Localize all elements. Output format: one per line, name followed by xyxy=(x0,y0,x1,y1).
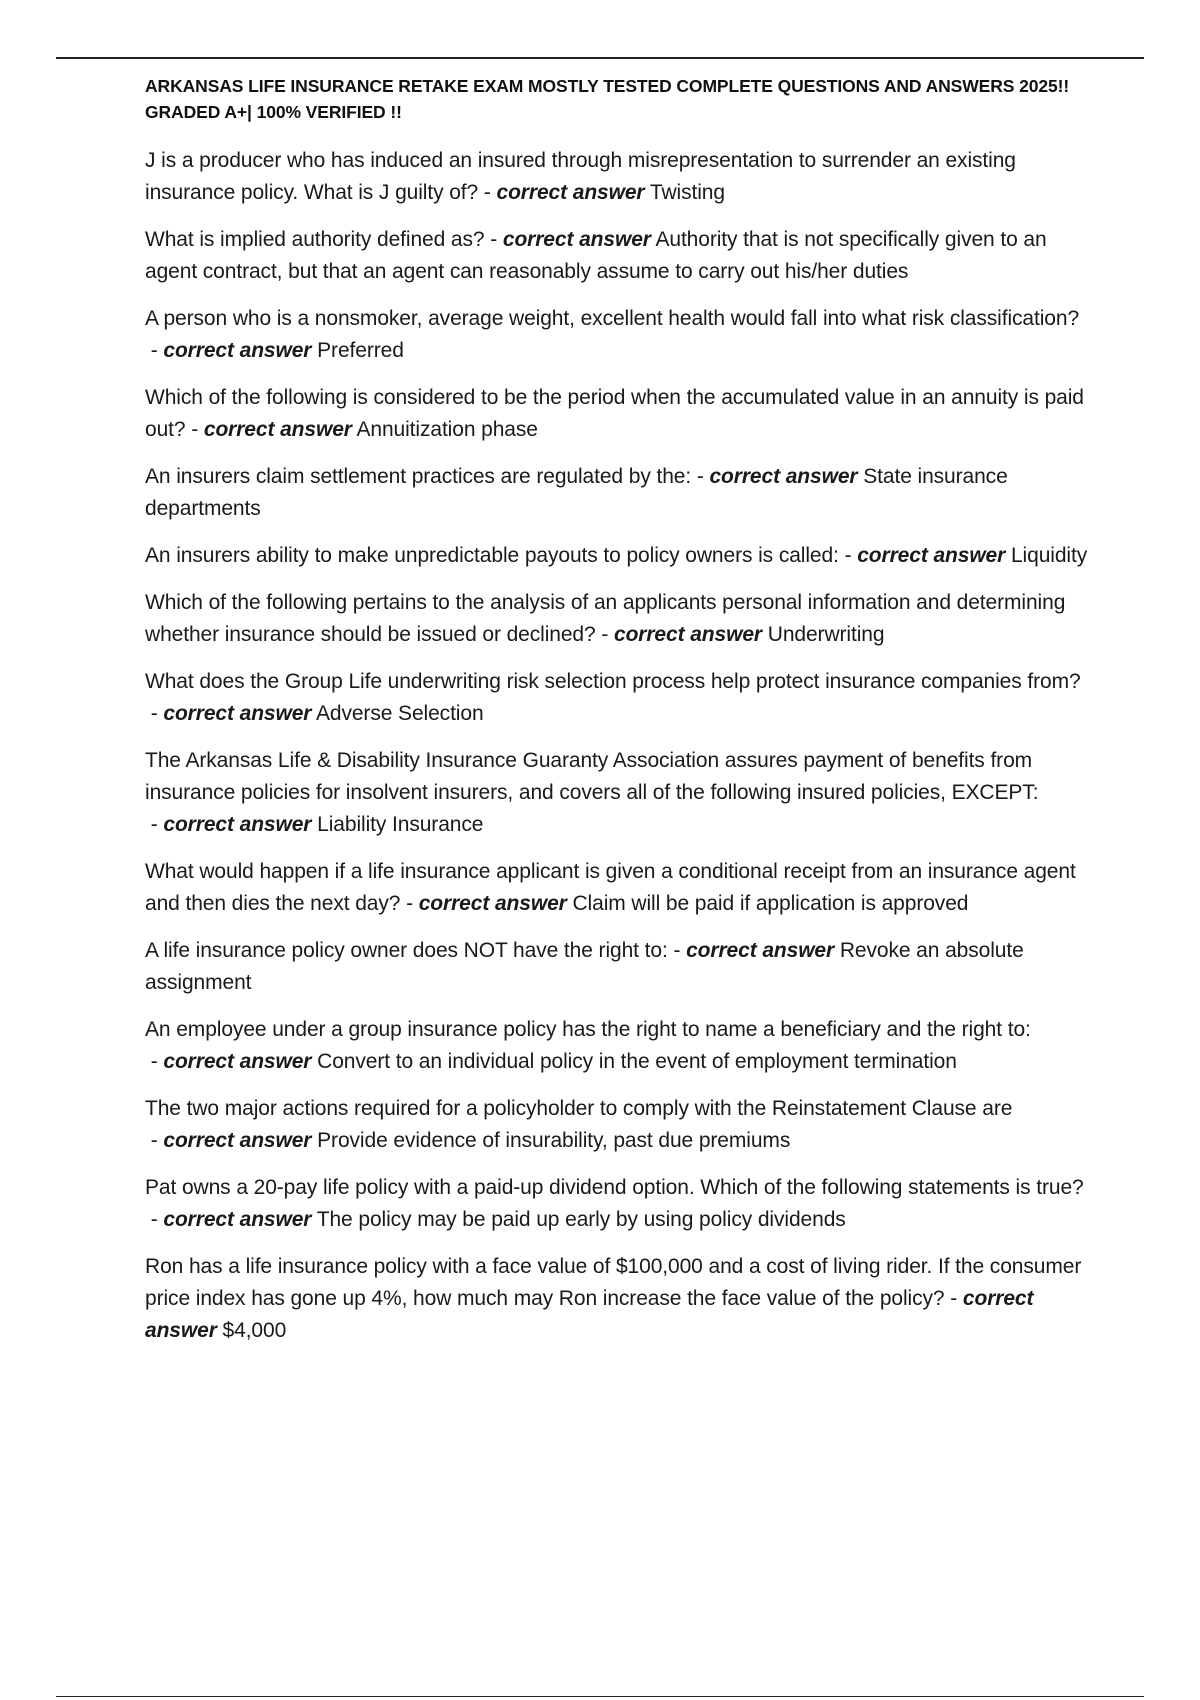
answer-separator: - xyxy=(944,1287,963,1310)
qa-item xyxy=(145,745,1090,841)
correct-answer-marker: correct answer xyxy=(163,339,312,362)
correct-answer-marker: correct answer xyxy=(613,623,762,646)
answer-separator: - xyxy=(595,623,614,646)
answer-text: The policy may be paid up early by using policy dividends xyxy=(316,1208,846,1231)
bottom-rule xyxy=(56,1696,1144,1697)
answer-separator: - xyxy=(145,339,164,362)
answer-separator: - xyxy=(145,813,164,836)
answer-text: Convert to an individual policy in the event of employment termination xyxy=(317,1050,957,1073)
answer-text: Provide evidence of insurability, past due premiums xyxy=(317,1129,791,1152)
correct-answer-marker: correct answer xyxy=(163,1129,312,1152)
answer-text: Liability Insurance xyxy=(317,813,484,836)
answer-separator: - xyxy=(838,544,858,567)
answer-separator: - xyxy=(185,418,204,441)
correct-answer-marker: correct answer xyxy=(418,892,567,915)
qa-list xyxy=(145,145,1090,1347)
answer-text: Twisting xyxy=(649,181,725,204)
question-text: Ron has a life insurance policy with a face value of $100,000 and a cost of living rider. If the consumer price index has gone up 4%, how much may Ron increase the face value of the policy? xyxy=(145,1255,1082,1310)
answer-separator: - xyxy=(145,1208,164,1231)
correct-answer-marker: correct answer xyxy=(145,1287,1034,1342)
answer-text: Preferred xyxy=(317,339,404,362)
question-text: An insurers ability to make unpredictable payouts to policy owners is called: xyxy=(145,544,839,567)
answer-separator: - xyxy=(691,465,710,488)
qa-item xyxy=(145,461,1090,525)
qa-item xyxy=(145,1014,1090,1078)
qa-item xyxy=(145,1251,1090,1347)
question-text: A person who is a nonsmoker, average weight, excellent health would fall into what risk classification? xyxy=(145,307,1080,330)
qa-item xyxy=(145,856,1090,920)
correct-answer-marker: correct answer xyxy=(163,1208,312,1231)
question-text: Which of the following pertains to the analysis of an applicants personal information and determining whether insurance should be issued or declined? xyxy=(145,591,1066,646)
answer-separator: - xyxy=(484,228,503,251)
answer-separator: - xyxy=(400,892,419,915)
question-text: Which of the following is considered to be the period when the accumulated value in an annuity is paid out? xyxy=(145,386,1084,441)
answer-separator: - xyxy=(667,939,687,962)
correct-answer-marker: correct answer xyxy=(163,702,312,725)
question-text: What does the Group Life underwriting risk selection process help protect insurance companies from? xyxy=(145,670,1081,693)
correct-answer-marker: correct answer xyxy=(496,181,645,204)
answer-text: Annuitization phase xyxy=(356,418,538,441)
question-text: The Arkansas Life & Disability Insurance Guaranty Association assures payment of benefits from insurance policies for insolvent insurers, and covers all of the following insured policies, EXCEPT: xyxy=(145,749,1039,804)
answer-text: State insurance departments xyxy=(145,465,1008,520)
answer-text: Underwriting xyxy=(767,623,885,646)
answer-text: Adverse Selection xyxy=(315,702,484,725)
qa-item xyxy=(145,935,1090,999)
qa-item xyxy=(145,224,1090,288)
qa-item xyxy=(145,382,1090,446)
question-text: The two major actions required for a policyholder to comply with the Reinstatement Clause are xyxy=(145,1097,1013,1120)
qa-item xyxy=(145,303,1090,367)
correct-answer-marker: correct answer xyxy=(857,544,1006,567)
qa-item xyxy=(145,1093,1090,1157)
top-rule xyxy=(56,57,1144,59)
question-text: J is a producer who has induced an insured through misrepresentation to surrender an existing insurance policy. What is J guilty of? xyxy=(145,149,1016,204)
qa-item xyxy=(145,1172,1090,1236)
question-text: A life insurance policy owner does NOT have the right to: xyxy=(145,939,668,962)
answer-text: Liquidity xyxy=(1010,544,1088,567)
correct-answer-marker: correct answer xyxy=(163,813,312,836)
answer-separator: - xyxy=(145,1050,164,1073)
qa-item xyxy=(145,540,1090,572)
document-body xyxy=(145,73,1090,1362)
qa-item xyxy=(145,145,1090,209)
question-text: What is implied authority defined as? xyxy=(145,228,485,251)
question-text: Pat owns a 20-pay life policy with a paid-up dividend option. Which of the following statements is true? xyxy=(145,1176,1084,1199)
answer-separator: - xyxy=(145,1129,164,1152)
correct-answer-marker: correct answer xyxy=(203,418,352,441)
correct-answer-marker: correct answer xyxy=(502,228,651,251)
question-text: An employee under a group insurance policy has the right to name a beneficiary and the right to: xyxy=(145,1018,1031,1041)
qa-item xyxy=(145,666,1090,730)
correct-answer-marker: correct answer xyxy=(686,939,835,962)
document-title: ARKANSAS LIFE INSURANCE RETAKE EXAM MOSTLY TESTED COMPLETE QUESTIONS AND ANSWERS 2025!! GRADED A+| 100% VERIFIED !! xyxy=(145,76,1070,122)
answer-separator: - xyxy=(478,181,497,204)
question-text: An insurers claim settlement practices are regulated by the: xyxy=(145,465,692,488)
answer-separator: - xyxy=(145,702,164,725)
correct-answer-marker: correct answer xyxy=(709,465,858,488)
answer-text: Revoke an absolute assignment xyxy=(145,939,1024,994)
answer-text: Claim will be paid if application is approved xyxy=(572,892,969,915)
correct-answer-marker: correct answer xyxy=(163,1050,312,1073)
question-text: What would happen if a life insurance applicant is given a conditional receipt from an insurance agent and then dies the next day? xyxy=(145,860,1076,915)
answer-text: $4,000 xyxy=(222,1319,287,1342)
qa-item xyxy=(145,587,1090,651)
answer-text: Authority that is not specifically given to an agent contract, but that an agent can reasonably assume to carry out his/her duties xyxy=(145,228,1047,283)
